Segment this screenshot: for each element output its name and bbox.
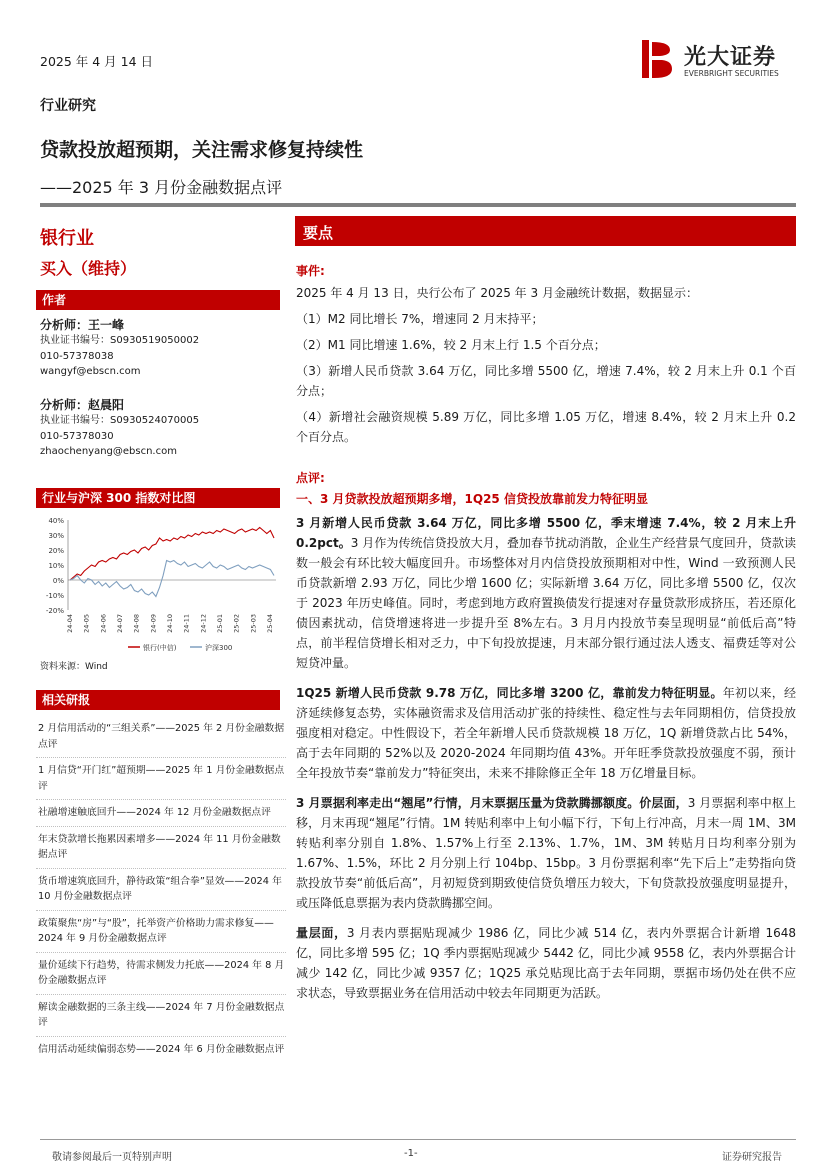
brand-logo bbox=[640, 38, 790, 82]
authors-label: 作者 bbox=[42, 293, 67, 307]
analyst-phone: 010-57378038 bbox=[40, 350, 114, 362]
x-tick-label: 24-04 bbox=[66, 614, 74, 633]
comment-label: 点评: bbox=[296, 471, 325, 485]
keypoints-header bbox=[295, 216, 796, 246]
related-report-link[interactable]: 货币增速筑底回升，静待政策“组合拳”显效——2024 年 10 月份金融数据点评 bbox=[36, 869, 286, 911]
chart-svg bbox=[36, 512, 284, 658]
industry-name: 银行业 bbox=[40, 228, 94, 249]
related-report-link[interactable]: 政策聚焦“房”与“股”，托举资产价格助力需求修复——2024 年 9 月份金融数据点评 bbox=[36, 911, 286, 953]
related-report-link[interactable]: 1 月信贷“开门红”超预期——2025 年 1 月份金融数据点评 bbox=[36, 758, 286, 800]
x-tick-label: 25-03 bbox=[249, 614, 258, 633]
x-tick-label: 24-09 bbox=[149, 614, 158, 633]
analyst-cert: 执业证书编号：S0930519050002 bbox=[40, 335, 200, 346]
paragraph-2 bbox=[296, 683, 796, 783]
analyst-1 bbox=[40, 316, 280, 380]
event-item: （3）新增人民币贷款 3.64 万亿，同比多增 5500 亿，增速 7.4%，较 2 月末上升 0.1 个百分点； bbox=[296, 364, 796, 398]
paragraph-2-lead: 1Q25 新增人民币贷款 9.78 万亿，同比多增 3200 亿，靠前发力特征明显。 bbox=[296, 686, 723, 700]
footer-disclaimer[interactable]: 敬请参阅最后一页特别声明 bbox=[52, 1152, 172, 1163]
paragraph-4-text: 3 月表内票据贴现减少 1986 亿，同比少减 514 亿，表内外票据合计新增 1648 亿，同比多增 595 亿；1Q 季内票据贴现减少 5442 亿，同比少减 9558 亿，表内外票据合计减少 142 亿，同比少减 9357 亿；1Q25 承兑贴现比高于去年同期，票据市场仍处在供不应求状态，导致票据业务在信用活动中较去年同期更为活跃。 bbox=[296, 926, 796, 1000]
keypoints-label: 要点 bbox=[303, 224, 334, 242]
analyst-email[interactable]: wangyf@ebscn.com bbox=[40, 366, 141, 377]
x-tick-label: 25-02 bbox=[232, 614, 241, 633]
x-tick-label: 24-07 bbox=[116, 614, 124, 633]
related-report-link[interactable]: 2 月信用活动的“三组关系”——2025 年 2 月份金融数据点评 bbox=[36, 716, 286, 758]
chart-header bbox=[36, 488, 280, 508]
analyst-name: 分析师：赵晨阳 bbox=[40, 398, 125, 412]
analyst-name: 分析师：王一峰 bbox=[40, 318, 125, 332]
related-report-link[interactable]: 解读金融数据的三条主线——2024 年 7 月份金融数据点评 bbox=[36, 995, 286, 1037]
page-number: -1- bbox=[404, 1148, 418, 1159]
footer-report-type: 证券研究报告 bbox=[722, 1152, 782, 1163]
x-tick-label: 24-05 bbox=[82, 614, 91, 633]
brand-mark-icon bbox=[640, 38, 676, 80]
x-tick-label: 25-01 bbox=[216, 614, 224, 633]
main-content bbox=[296, 262, 796, 1003]
analyst-2 bbox=[40, 396, 280, 460]
brand-name-en: EVERBRIGHT SECURITIES bbox=[684, 69, 779, 78]
x-tick-label: 24-06 bbox=[99, 614, 108, 633]
paragraph-3-text: 3 月票据利率中枢上移，月末再现“翘尾”行情。1M 转贴利率中上旬小幅下行，下旬上行冲高，月末一周 1M、3M 转贴利率分别自 1.8%、1.57%上行至 2.13%、1.7%，1M、3M 转贴月日均利率分别为 1.67%、1.5%，环比 2 月分别上行 104bp、15bp。3 月份票据利率“先下后上”走势指向贷款投放节奏“前低后高”，月初短贷到期致使信贷负增压力较大，下旬贷款投放强度明显提升，或压降低息票据为表内贷款腾挪空间。 bbox=[296, 796, 796, 910]
header-divider bbox=[40, 203, 796, 207]
related-report-link[interactable]: 年末贷款增长拖累因素增多——2024 年 11 月份金融数据点评 bbox=[36, 827, 286, 869]
analyst-cert: 执业证书编号：S0930524070005 bbox=[40, 415, 200, 426]
y-tick-label: 40% bbox=[48, 517, 64, 525]
section-1-title: 一、3 月贷款投放超预期多增，1Q25 信贷投放靠前发力特征明显 bbox=[296, 492, 648, 506]
x-tick-label: 24-08 bbox=[132, 614, 141, 633]
series-line-csi300 bbox=[70, 561, 274, 597]
event-item: （2）M1 同比增速 1.6%，较 2 月末上行 1.5 个百分点； bbox=[296, 338, 606, 352]
footer-divider bbox=[40, 1139, 796, 1140]
paragraph-4-lead: 量层面， bbox=[296, 926, 347, 940]
paragraph-1-text: 3 月作为传统信贷投放大月，叠加春节扰动消散，企业生产经营景气度回升，贷款读数一般会有环比较大幅度回升。市场整体对月内信贷投放预期相对中性，Wind 一致预测人民币贷款新增 2.93 万亿，同比少增 1600 亿；实际新增 3.64 万亿，同比多增 5500 亿，仅次于 2023 年历史峰值。同时，考虑到地方政府置换债发行提速对存量贷款形成挤压，若还原化债因素扰动，信贷增速将进一步提升至 8%左右。3 月月内投放节奏呈现明显“前低后高”特点，前半程信贷增长相对乏力，中下旬投放提速，月末部分银行通过法人透支、福费廷等对公短贷冲量。 bbox=[296, 536, 796, 670]
y-tick-label: 0% bbox=[52, 577, 64, 585]
report-title: 贷款投放超预期，关注需求修复持续性 bbox=[40, 139, 364, 161]
related-label: 相关研报 bbox=[42, 693, 91, 707]
legend-label: 银行(中信) bbox=[143, 644, 177, 652]
index-comparison-chart bbox=[36, 512, 284, 658]
report-subtitle: ——2025 年 3 月份金融数据点评 bbox=[40, 178, 283, 197]
x-tick-label: 25-04 bbox=[266, 614, 274, 633]
event-intro: 2025 年 4 月 13 日，央行公布了 2025 年 3 月金融统计数据，数据显示： bbox=[296, 286, 698, 300]
analyst-phone: 010-57378030 bbox=[40, 430, 114, 442]
related-reports-list bbox=[36, 716, 286, 1062]
analyst-email[interactable]: zhaochenyang@ebscn.com bbox=[40, 446, 177, 457]
paragraph-1 bbox=[296, 513, 796, 673]
event-item: （1）M2 同比增长 7%，增速同 2 月末持平； bbox=[296, 312, 544, 326]
related-report-link[interactable]: 量价延续下行趋势，待需求侧发力托底——2024 年 8 月份金融数据点评 bbox=[36, 953, 286, 995]
related-report-link[interactable]: 信用活动延续偏弱态势——2024 年 6 月份金融数据点评 bbox=[38, 1043, 285, 1055]
paragraph-3 bbox=[296, 793, 796, 913]
event-item: （4）新增社会融资规模 5.89 万亿，同比多增 1.05 万亿，增速 8.4%，较 2 月末上升 0.2 个百分点。 bbox=[296, 410, 796, 444]
event-label: 事件: bbox=[296, 264, 325, 278]
paragraph-4 bbox=[296, 923, 796, 1003]
legend-label: 沪深300 bbox=[205, 644, 233, 652]
chart-label: 行业与沪深 300 指数对比图 bbox=[42, 491, 196, 505]
y-tick-label: 30% bbox=[48, 532, 64, 540]
paragraph-2-text: 年初以来，经济延续修复态势，实体融资需求及信用活动扩张的持续性、稳定性与去年同期相仿，信贷投放强度相对稳定。中性假设下，若全年新增人民币贷款规模 18 万亿，1Q 新增贷款占比 54%，高于去年同期的 52%以及 2020-2024 年同期均值 43%。开年旺季贷款投放强度不弱，预计全年投放节奏“靠前发力”特征突出，未来不排除修正全年 18 万亿增量目标。 bbox=[296, 686, 796, 780]
paragraph-3-lead: 3 月票据利率走出“翘尾”行情，月末票据压量为贷款腾挪额度。价层面， bbox=[296, 796, 688, 810]
x-tick-label: 24-12 bbox=[199, 614, 208, 633]
y-tick-label: -10% bbox=[45, 592, 64, 600]
x-tick-label: 24-10 bbox=[166, 614, 174, 633]
x-tick-label: 24-11 bbox=[182, 614, 191, 633]
y-tick-label: 20% bbox=[48, 547, 64, 555]
y-tick-label: 10% bbox=[48, 562, 64, 570]
paragraph-1-lead: 3 月新增人民币贷款 3.64 万亿，同比多增 5500 亿，季末增速 7.4%，较 2 月末上升 0.2pct。 bbox=[296, 516, 796, 550]
related-report-link[interactable]: 社融增速触底回升——2024 年 12 月份金融数据点评 bbox=[36, 800, 286, 827]
related-header bbox=[36, 690, 280, 710]
report-date: 2025 年 4 月 14 日 bbox=[40, 54, 154, 69]
authors-header bbox=[36, 290, 280, 310]
chart-source: 资料来源：Wind bbox=[40, 662, 108, 672]
rating: 买入（维持） bbox=[40, 259, 137, 278]
report-category: 行业研究 bbox=[40, 98, 96, 114]
y-tick-label: -20% bbox=[45, 607, 64, 615]
brand-name-cn: 光大证券 bbox=[684, 45, 777, 70]
series-line-bank bbox=[70, 528, 274, 581]
